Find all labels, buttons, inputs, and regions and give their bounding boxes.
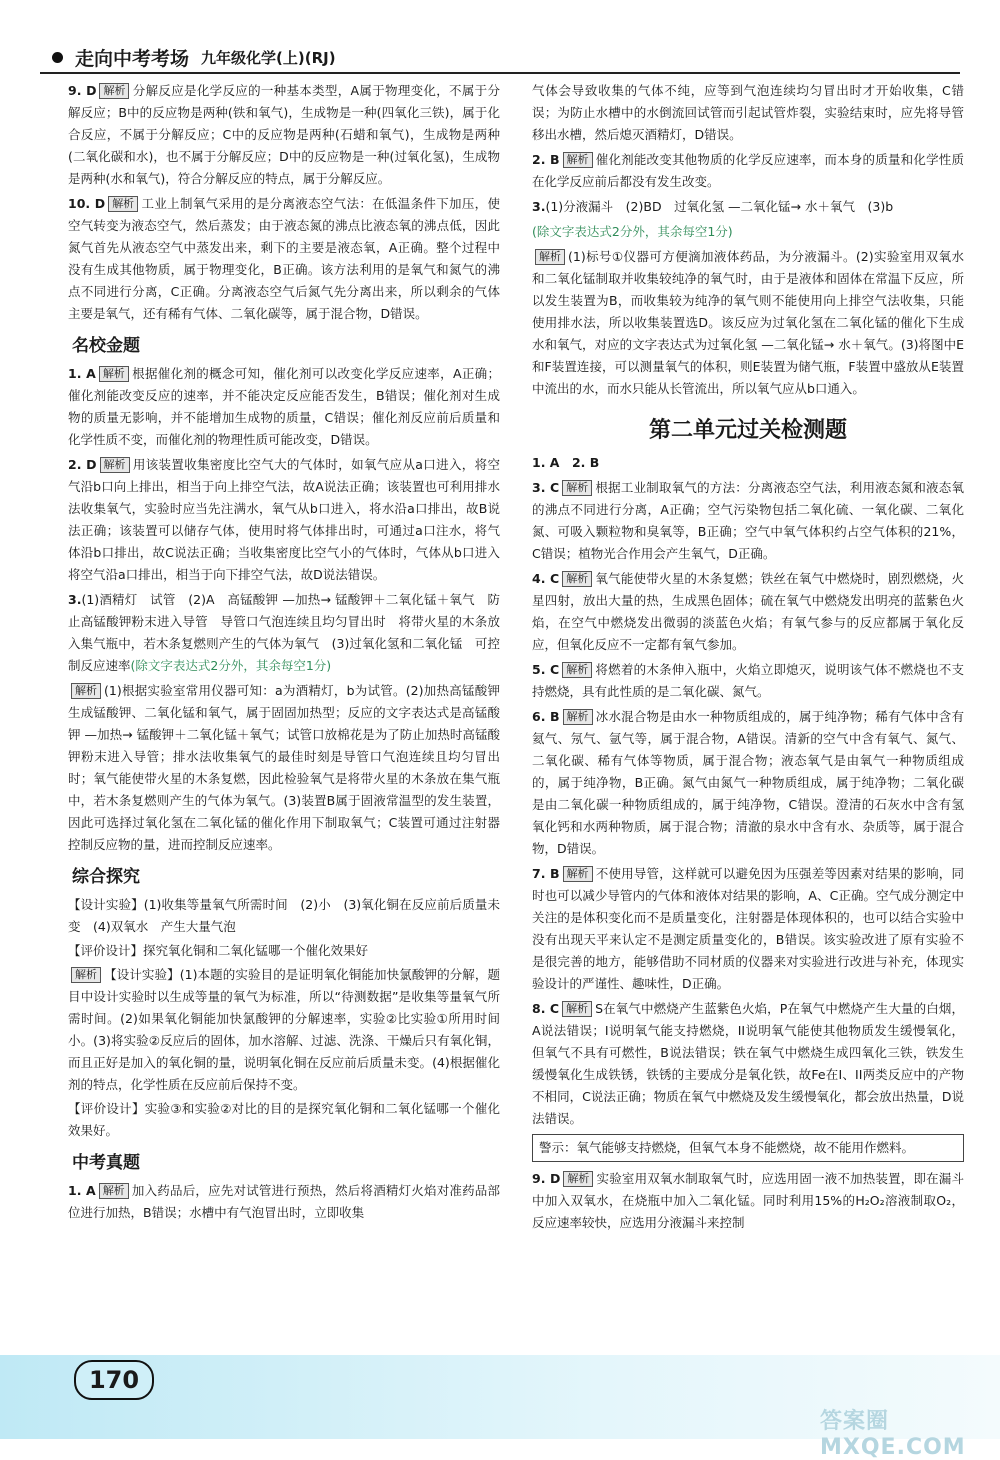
answer-item-continued: 气体会导致收集的气体不纯，应等到气泡连续均匀冒出时才开始收集，C错误；为防止水槽中的水倒流回试管而引起试管炸裂，实验结束时，应先将导管移出水槽，然后熄灭酒精灯，D错误。 — [532, 83, 964, 142]
warning-box: 警示：氧气能够支持燃烧，但氧气本身不能燃烧，故不能用作燃料。 — [532, 1134, 964, 1162]
analysis-tag: 解析 — [562, 571, 592, 587]
analysis-tag: 解析 — [99, 366, 129, 382]
section-title: 名校金题 — [72, 336, 140, 356]
analysis-tag: 解析 — [100, 457, 130, 473]
watermark: 答案圈 MXQE.COM — [820, 1409, 966, 1460]
answer-line: 【设计实验】(1)收集等量氧气所需时间 (2)小 (3)氧化铜在反应前后质量未变 (4)双氧水 产生大量气泡 — [68, 897, 500, 934]
scoring-note: (除文字表达式2分外，其余每空1分) — [532, 224, 733, 239]
analysis-text: 解析 【设计实验】(1)本题的实验目的是证明氧化铜能加快氯酸钾的分解，题目中设计实验时以生成等量的氧气为标准，所以“待测数据”是收集等量氧气所需时间。(2)如果氧化铜能加快氯酸钾的分解速率，实验②比实验①所用时间小。(3)将实验②反应后的固体，加水溶解、过滤、洗涤、干燥后只有氧化铜，而且正好是加入的氧化铜的量，说明氧化铜在反应前后质量未变。(4)根据催化剂的特点，化学性质在反应前后保持不变。 — [68, 967, 500, 1092]
answer-item: 4. C 解析 氧气能使带火星的木条复燃；铁丝在氧气中燃烧时，剧烈燃烧，火星四射，放出大量的热，生成黑色固体；硫在氧气中燃烧发出明亮的蓝紫色火焰，在空气中燃烧发出微弱的淡蓝色火焰；有氧气参与的反应都属于氧化反应，但氧化反应不一定都有氧气参加。 — [532, 571, 964, 652]
answer-item: 2. B 解析 催化剂能改变其他物质的化学反应速率，而本身的质量和化学性质在化学反应前后都没有发生改变。 — [532, 152, 964, 189]
analysis-tag: 解析 — [99, 1183, 129, 1199]
answer-item: 5. C 解析 将燃着的木条伸入瓶中，火焰立即熄灭，说明该气体不燃烧也不支持燃烧，具有此性质的是二氧化碳、氮气。 — [532, 662, 964, 699]
analysis-text: 【评价设计】实验③和实验②对比的目的是探究氧化铜和二氧化锰哪一个催化效果好。 — [68, 1101, 500, 1138]
answer-item: 3. C 解析 根据工业制取氧气的方法：分离液态空气法，利用液态氮和液态氧的沸点不同进行分离，A正确；空气污染物包括二氧化硫、一氧化碳、二氧化氮、可吸入颗粒物和臭氧等，B正确；空气中氧气体积约占空气体积的21%，C错误；植物光合作用会产生氧气，D正确。 — [532, 480, 964, 561]
answer-item: 10. D 解析 工业上制氧气采用的是分离液态空气法：在低温条件下加压，使空气转变为液态空气，然后蒸发；由于液态氮的沸点比液态氧的沸点低，因此氮气首先从液态空气中蒸发出来，剩下的主要是液态氧，A正确。整个过程中没有生成其他物质，属于物理变化，B正确。该方法利用的是氧气和氮气的沸点不同进行分离，C正确。分离液态空气后氮气先分离出来，所以剩余的气体主要是氧气，还有稀有气体、二氧化碳等，属于混合物，D错误。 — [68, 196, 500, 321]
analysis-tag: 解析 — [562, 1001, 592, 1017]
answer-item: 3.(1)酒精灯 试管 (2)A 高锰酸钾 —加热→ 锰酸钾＋二氧化锰＋氧气 防止高锰酸钾粉末进入导管 导管口气泡连续且均匀冒出时 将带火星的木条放入集气瓶中，若木条复燃则产生的气体为氧气 (3)过氧化氢和二氧化锰 可控制反应速率(除文字表达式2分外，其余每空1分) — [68, 592, 500, 673]
section-title: 中考真题 — [72, 1153, 140, 1173]
header-rule — [40, 72, 960, 74]
answer-item: 2. D 解析 用该装置收集密度比空气大的气体时，如氧气应从a口进入，将空气沿b口向上排出，相当于向上排空气法，故A说法正确；该装置也可利用排水法收集氧气，实验时应当先注满水，氧气从b口进入，将水沿a口排出，故B说法正确；该装置可以储存气体，使用时将气体排出时，可通过a口注水，将气体沿b口排出，故C说法正确；当收集密度比空气小的气体时，气体从b口进入将空气沿a口排出，相当于向下排空气法，故D说法错误。 — [68, 457, 500, 582]
answer-item: 1. A 解析 根据催化剂的概念可知，催化剂可以改变化学反应速率，A正确；催化剂能改变反应的速率，并不能决定反应能否发生，B错误；催化剂对生成物的质量无影响，并不能增加生成物的质量，C错误；催化剂反应前后质量和化学性质不变，而催化剂的物理性质可能改变，D错误。 — [68, 366, 500, 447]
bullet-icon — [52, 52, 63, 63]
analysis-tag: 解析 — [562, 662, 592, 678]
book-subject: 九年级化学(上)(RJ) — [201, 48, 336, 67]
analysis-tag: 解析 — [563, 1171, 593, 1187]
analysis-text: 解析 (1)根据实验室常用仪器可知：a为酒精灯，b为试管。(2)加热高锰酸钾生成锰酸钾、二氧化锰和氧气，属于固固加热型；反应的文字表达式是高锰酸钾 —加热→ 锰酸钾＋二氧化锰＋氧气；试管口放棉花是为了防止加热时高锰酸钾粉末进入导管；排水法收集氧气的最佳时刻是导管口气泡连续且均匀冒出时；氧气能使带火星的木条复燃，因此检验氧气是将带火星的木条放在集气瓶中，若木条复燃则产生的气体为氧气。(3)装置B属于固液常温型的发生装置，因此可选择过氧化氢在二氧化锰的催化作用下制取氧气；C装置可通过注射器控制反应物的量，进而控制反应速率。 — [68, 683, 500, 852]
answer-item: 8. C 解析 S在氧气中燃烧产生蓝紫色火焰，P在氧气中燃烧产生大量的白烟，A说法错误；I说明氧气能支持燃烧，II说明氧气能使其他物质发生缓慢氧化，但氧气不具有可燃性，B说法错误；铁在氧气中燃烧生成四氧化三铁，铁发生缓慢氧化生成铁锈，铁锈的主要成分是氧化铁，故Fe在I、II两类反应中的产物不相同，C说法正确；物质在氧气中燃烧及发生缓慢氧化，都会放出热量，D说法错误。 — [532, 1001, 964, 1126]
answer-item: 1. A 2. B — [532, 455, 600, 470]
analysis-tag: 解析 — [563, 709, 593, 725]
analysis-tag: 解析 — [563, 152, 593, 168]
answer-item: 7. B 解析 不使用导管，这样就可以避免因为压强差等因素对结果的影响，同时也可以减少导管内的气体和液体对结果的影响，A、C正确。空气成分测定中关注的是体积变化而不是质量变化，注射器是体现体积的，也可以结合实验中没有出现天平来认定不是测定质量变化的，B错误。该实验改进了原有实验不是很完善的地方，能够借助不同材质的仪器来对实验进行改进与补充，体现实验设计的严谨性、趣味性，D正确。 — [532, 866, 964, 991]
section-title: 综合探究 — [72, 867, 140, 887]
running-header — [52, 44, 952, 70]
analysis-tag: 解析 — [71, 683, 101, 699]
answer-item: 9. D 解析 分解反应是化学反应的一种基本类型，A属于物理变化，不属于分解反应；B中的反应物是两种(铁和氧气)，生成物是一种(四氧化三铁)，属于化合反应，不属于分解反应；C中的反应物是两种(石蜡和氧气)，生成物是两种(二氧化碳和水)，也不属于分解反应；D中的反应物是一种(过氧化氢)，生成物是两种(水和氧气)，符合分解反应的特点，属于分解反应。 — [68, 83, 500, 186]
page-number: 170 — [74, 1360, 154, 1400]
answer-item: 9. D 解析 实验室用双氧水制取氧气时，应选用固一液不加热装置，即在漏斗中加入双氧水，在烧瓶中加入二氧化锰。同时利用15%的H₂O₂溶液制取O₂，反应速率较快，应选用分液漏斗来控制 — [532, 1171, 964, 1230]
answer-item: 1. A 解析 加入药品后，应先对试管进行预热，然后将酒精灯火焰对准药品部位进行加热，B错误；水槽中有气泡冒出时，立即收集 — [68, 1183, 500, 1220]
answer-item: 6. B 解析 冰水混合物是由水一种物质组成的，属于纯净物；稀有气体中含有氦气、氖气、氩气等，属于混合物，A错误。清新的空气中含有氧气、氮气、二氧化碳、稀有气体等物质，属于混合物；液态氧气是由氧气一种物质组成的，属于纯净物，B正确。氮气由氮气一种物质组成，属于纯净物；二氧化碳是由二氧化碳一种物质组成的，属于纯净物，C错误。澄清的石灰水中含有氢氧化钙和水两种物质，属于混合物；清澈的泉水中含有水、杂质等，属于混合物，D错误。 — [532, 709, 964, 856]
analysis-tag: 解析 — [108, 196, 138, 212]
analysis-tag: 解析 — [535, 249, 565, 265]
analysis-tag: 解析 — [562, 480, 592, 496]
analysis-tag: 解析 — [99, 83, 129, 99]
left-column — [68, 80, 500, 1227]
unit-title: 第二单元过关检测题 — [648, 418, 847, 443]
analysis-tag: 解析 — [71, 967, 101, 983]
analysis-tag: 解析 — [563, 866, 593, 882]
analysis-text: 解析 (1)标号①仪器可方便滴加液体药品，为分液漏斗。(2)实验室用双氧水和二氧化锰制取并收集较纯净的氧气时，由于是液体和固体在常温下反应，所以发生装置为B，而收集较为纯净的氧气则不能使用向上排空气法收集，只能使用排水法，所以收集装置选D。该反应为过氧化氢在二氧化锰的催化下生成水和氧气，对应的文字表达式为过氧化氢 —二氧化锰→ 水＋氧气。(3)将图中E和F装置连接，可以测量氧气的体积，则E装置为储气瓶，F装置中盛放从E装置中流出的水，而水只能从长管流出，所以氧气应从b口通入。 — [532, 249, 964, 396]
book-brand: 走向中考考场 — [75, 47, 190, 70]
answer-line: 【评价设计】探究氧化铜和二氧化锰哪一个催化效果好 — [68, 943, 369, 958]
right-column — [532, 80, 964, 1237]
scoring-note: (除文字表达式2分外，其余每空1分) — [130, 658, 332, 673]
answer-item: 3.(1)分液漏斗 (2)BD 过氧化氢 —二氧化锰→ 水＋氧气 (3)b — [532, 199, 894, 214]
